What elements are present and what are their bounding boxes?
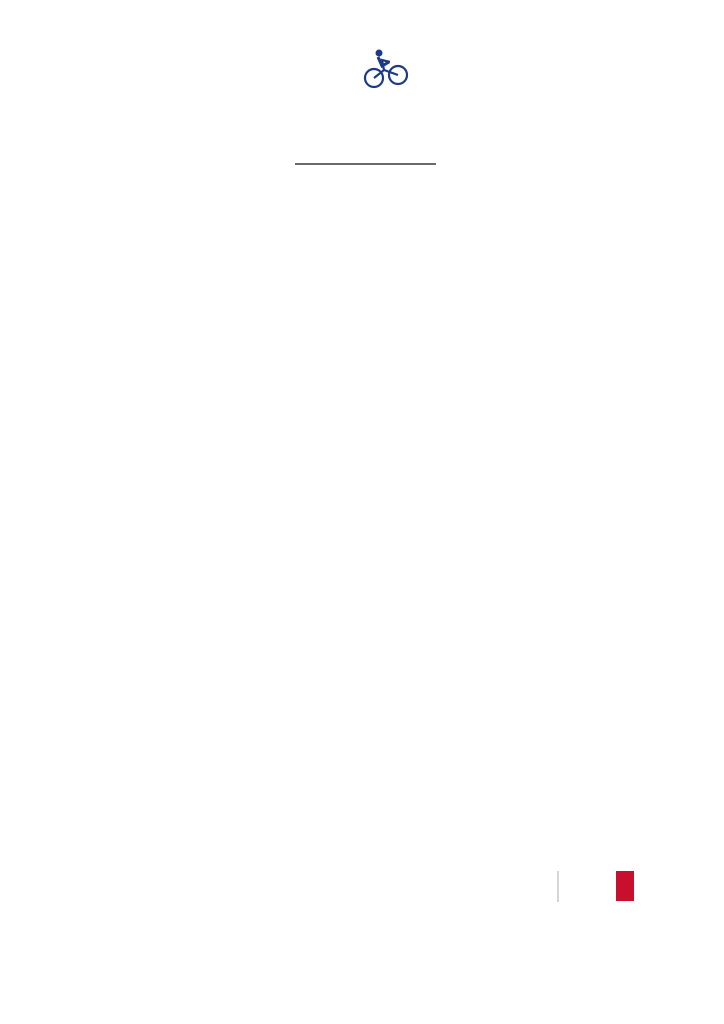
mts-red-block xyxy=(616,871,634,901)
mts-logo-graphic xyxy=(500,868,640,916)
mountain-bike-holidays-logo xyxy=(258,40,468,185)
cyclist-icon xyxy=(365,50,407,88)
mts-austria-logo xyxy=(500,868,640,916)
logo-graphic xyxy=(258,40,468,185)
